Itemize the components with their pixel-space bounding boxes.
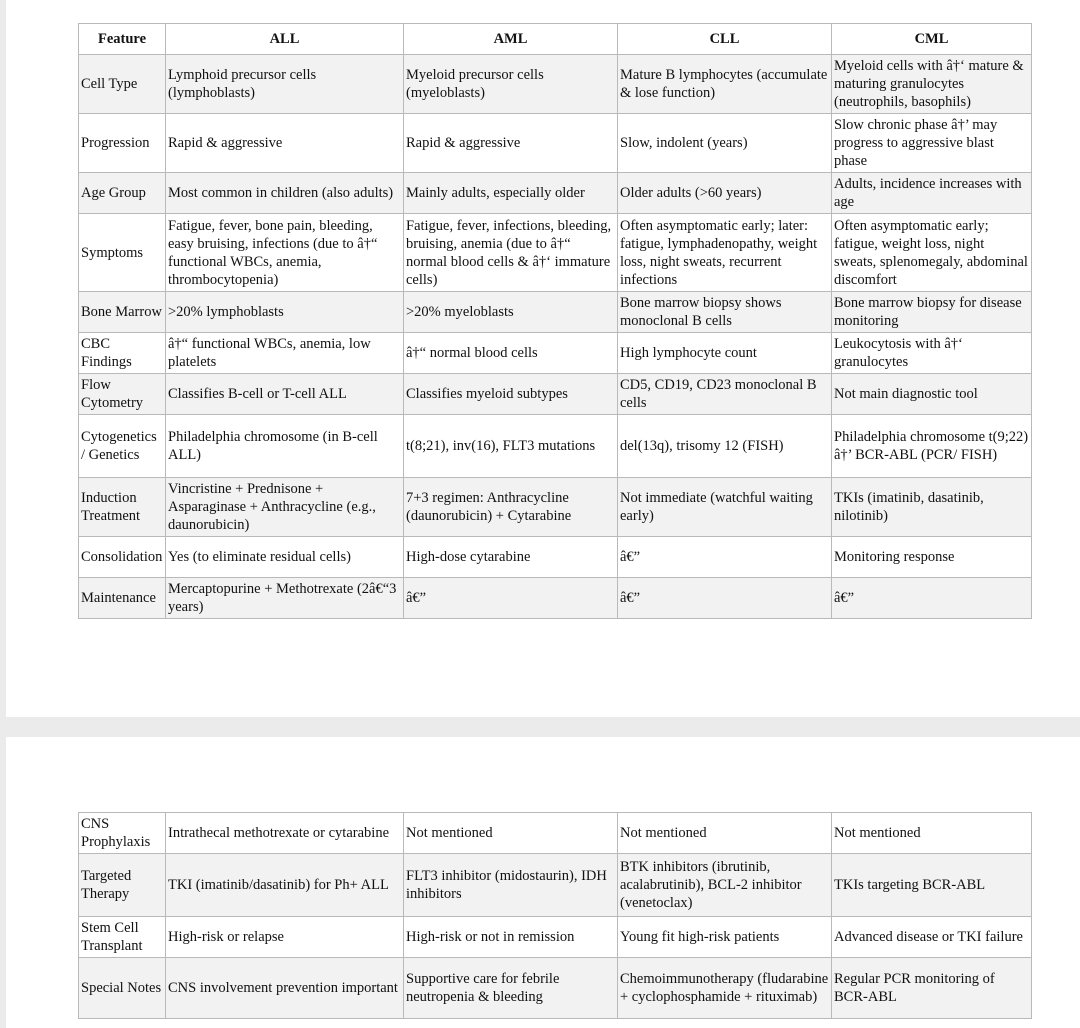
table-cell: Rapid & aggressive [404, 114, 618, 173]
table-row [79, 917, 1032, 958]
table-row [79, 114, 1032, 173]
leukemia-comparison-table-continued [78, 812, 1032, 1019]
table-row [79, 537, 1032, 578]
table-cell: Mercaptopurine + Methotrexate (2â€“3 years) [166, 578, 404, 619]
table-cell: â€” [618, 578, 832, 619]
table-cell: Slow, indolent (years) [618, 114, 832, 173]
table-cell: High-risk or relapse [166, 917, 404, 958]
row-header: Cell Type [79, 55, 166, 114]
table-cell: Fatigue, fever, infections, bleeding, bruising, anemia (due to â†“ normal blood cells & â†‘ immature cells) [404, 214, 618, 292]
document-page-2 [6, 737, 1080, 1028]
table-row [79, 55, 1032, 114]
table-cell: >20% lymphoblasts [166, 292, 404, 333]
row-header: Consolidation [79, 537, 166, 578]
table-cell: Mainly adults, especially older [404, 173, 618, 214]
table-row [79, 854, 1032, 917]
table-cell: Myeloid cells with â†‘ mature & maturing granulocytes (neutrophils, basophils) [832, 55, 1032, 114]
table-cell: TKIs (imatinib, dasatinib, nilotinib) [832, 478, 1032, 537]
table-cell: Young fit high-risk patients [618, 917, 832, 958]
table-cell: Philadelphia chromosome t(9;22) â†’ BCR-ABL (PCR/ FISH) [832, 415, 1032, 478]
table-cell: Not mentioned [404, 813, 618, 854]
table-row [79, 813, 1032, 854]
row-header: Bone Marrow [79, 292, 166, 333]
leukemia-comparison-table [78, 23, 1032, 619]
table-cell: CNS involvement prevention important [166, 958, 404, 1019]
table-cell: Philadelphia chromosome (in B-cell ALL) [166, 415, 404, 478]
table-cell: Not immediate (watchful waiting early) [618, 478, 832, 537]
table-cell: Vincristine + Prednisone + Asparaginase + Anthracycline (e.g., daunorubicin) [166, 478, 404, 537]
row-header: Cytogenetics / Genetics [79, 415, 166, 478]
table-cell: Older adults (>60 years) [618, 173, 832, 214]
row-header: Progression [79, 114, 166, 173]
table-cell: Regular PCR monitoring of BCR-ABL [832, 958, 1032, 1019]
table-cell: Bone marrow biopsy for disease monitoring [832, 292, 1032, 333]
column-header: CLL [618, 24, 832, 55]
table-cell: Not main diagnostic tool [832, 374, 1032, 415]
document-page-1 [6, 0, 1080, 717]
table-cell: CD5, CD19, CD23 monoclonal B cells [618, 374, 832, 415]
table-cell: Intrathecal methotrexate or cytarabine [166, 813, 404, 854]
table-row [79, 578, 1032, 619]
column-header: Feature [79, 24, 166, 55]
table-cell: Often asymptomatic early; fatigue, weight loss, night sweats, splenomegaly, abdominal discomfort [832, 214, 1032, 292]
table-cell: 7+3 regimen: Anthracycline (daunorubicin) + Cytarabine [404, 478, 618, 537]
table-cell: Mature B lymphocytes (accumulate & lose function) [618, 55, 832, 114]
table-cell: Lymphoid precursor cells (lymphoblasts) [166, 55, 404, 114]
row-header: Symptoms [79, 214, 166, 292]
table-cell: Often asymptomatic early; later: fatigue, lymphadenopathy, weight loss, night sweats, recurrent infections [618, 214, 832, 292]
table-cell: â†“ functional WBCs, anemia, low platelets [166, 333, 404, 374]
table-header-row [79, 24, 1032, 55]
table-cell: TKI (imatinib/dasatinib) for Ph+ ALL [166, 854, 404, 917]
row-header: CBC Findings [79, 333, 166, 374]
table-cell: Leukocytosis with â†‘ granulocytes [832, 333, 1032, 374]
table-row [79, 958, 1032, 1019]
table-cell: del(13q), trisomy 12 (FISH) [618, 415, 832, 478]
table-row [79, 374, 1032, 415]
row-header: Flow Cytometry [79, 374, 166, 415]
row-header: Induction Treatment [79, 478, 166, 537]
table-cell: Myeloid precursor cells (myeloblasts) [404, 55, 618, 114]
row-header: Maintenance [79, 578, 166, 619]
table-cell: t(8;21), inv(16), FLT3 mutations [404, 415, 618, 478]
table-row [79, 214, 1032, 292]
row-header: Special Notes [79, 958, 166, 1019]
table-cell: Rapid & aggressive [166, 114, 404, 173]
row-header: Targeted Therapy [79, 854, 166, 917]
table-cell: High-dose cytarabine [404, 537, 618, 578]
table-cell: Yes (to eliminate residual cells) [166, 537, 404, 578]
table-cell: Classifies B-cell or T-cell ALL [166, 374, 404, 415]
table-row [79, 415, 1032, 478]
column-header: AML [404, 24, 618, 55]
table-cell: >20% myeloblasts [404, 292, 618, 333]
table-cell: Advanced disease or TKI failure [832, 917, 1032, 958]
row-header: Age Group [79, 173, 166, 214]
table-cell: FLT3 inhibitor (midostaurin), IDH inhibitors [404, 854, 618, 917]
table-cell: BTK inhibitors (ibrutinib, acalabrutinib), BCL-2 inhibitor (venetoclax) [618, 854, 832, 917]
table-row [79, 173, 1032, 214]
table-cell: High-risk or not in remission [404, 917, 618, 958]
table-cell: â€” [404, 578, 618, 619]
table-cell: Most common in children (also adults) [166, 173, 404, 214]
table-cell: â€” [618, 537, 832, 578]
table-cell: Chemoimmunotherapy (fludarabine + cyclophosphamide + rituximab) [618, 958, 832, 1019]
table-cell: Not mentioned [618, 813, 832, 854]
table-cell: Bone marrow biopsy shows monoclonal B cells [618, 292, 832, 333]
table-cell: TKIs targeting BCR-ABL [832, 854, 1032, 917]
table-cell: Classifies myeloid subtypes [404, 374, 618, 415]
column-header: ALL [166, 24, 404, 55]
table-cell: Fatigue, fever, bone pain, bleeding, easy bruising, infections (due to â†“ functional WBCs, anemia, thrombocytopenia) [166, 214, 404, 292]
table-cell: Adults, incidence increases with age [832, 173, 1032, 214]
table-cell: â€” [832, 578, 1032, 619]
table-row [79, 478, 1032, 537]
column-header: CML [832, 24, 1032, 55]
row-header: Stem Cell Transplant [79, 917, 166, 958]
table-cell: Monitoring response [832, 537, 1032, 578]
table-cell: Slow chronic phase â†’ may progress to aggressive blast phase [832, 114, 1032, 173]
table-cell: Supportive care for febrile neutropenia & bleeding [404, 958, 618, 1019]
table-row [79, 333, 1032, 374]
table-cell: â†“ normal blood cells [404, 333, 618, 374]
table-cell: Not mentioned [832, 813, 1032, 854]
table-cell: High lymphocyte count [618, 333, 832, 374]
row-header: CNS Prophylaxis [79, 813, 166, 854]
table-row [79, 292, 1032, 333]
